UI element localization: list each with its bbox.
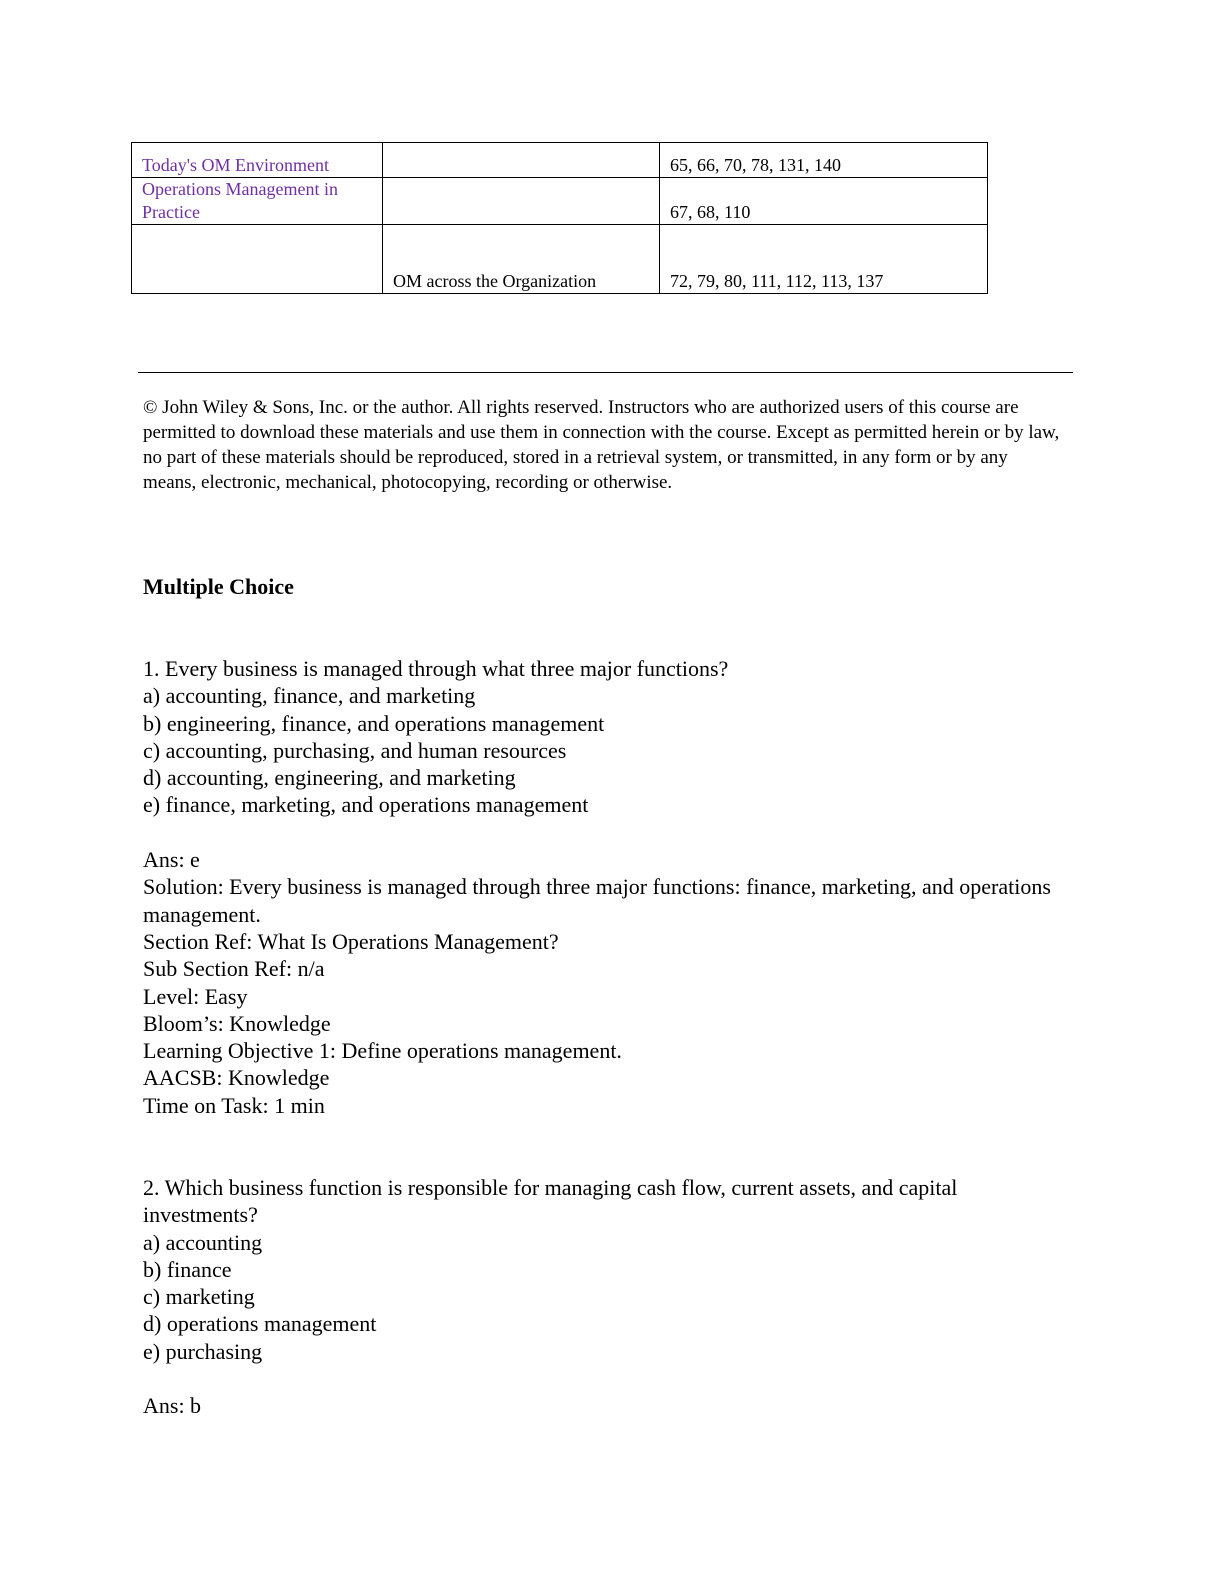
question-text: 2. Which business function is responsible for managing cash flow, current assets, and capital investments? — [143, 1175, 958, 1228]
table-cell-questions: 72, 79, 80, 111, 112, 113, 137 — [660, 225, 988, 294]
answer-key: Ans: b — [143, 1393, 202, 1419]
table-cell-subtopic — [383, 143, 660, 178]
answer-key: Ans: e — [143, 847, 200, 873]
answer-option: e) finance, marketing, and operations management — [143, 792, 589, 818]
answer-option: c) accounting, purchasing, and human resources — [143, 737, 567, 763]
answer-option: b) finance — [143, 1256, 232, 1282]
section-ref: Section Ref: What Is Operations Management? — [143, 928, 559, 954]
question-2 — [143, 1174, 1063, 1420]
question-1 — [143, 655, 1063, 1119]
time-on-task: Time on Task: 1 min — [143, 1092, 325, 1118]
horizontal-divider — [138, 372, 1073, 373]
copyright-notice: © John Wiley & Sons, Inc. or the author. All rights reserved. Instructors who are authorized users of this course are permitted to download these materials and use them in connection with the course. Except as permitted herein or by law, no part of these materials should be reproduced, stored in a retrieval system, or transmitted, in any form or by any means, electronic, mechanical, photocopying, recording or otherwise. — [143, 397, 1060, 493]
blooms-level: Bloom’s: Knowledge — [143, 1010, 331, 1036]
answer-option: c) marketing — [143, 1284, 255, 1310]
answer-option: e) purchasing — [143, 1338, 263, 1364]
answer-option: a) accounting — [143, 1229, 263, 1255]
difficulty-level: Level: Easy — [143, 983, 248, 1009]
reference-table — [131, 142, 988, 294]
table-cell-subtopic — [383, 178, 660, 225]
table-cell-topic: Today's OM Environment — [132, 143, 383, 178]
section-title: Multiple Choice — [143, 574, 294, 599]
learning-objective: Learning Objective 1: Define operations management. — [143, 1038, 622, 1064]
answer-option: a) accounting, finance, and marketing — [143, 683, 476, 709]
table-row — [132, 143, 988, 178]
sub-section-ref: Sub Section Ref: n/a — [143, 956, 325, 982]
table-cell-topic — [132, 225, 383, 294]
answer-option: d) operations management — [143, 1311, 377, 1337]
table-row — [132, 178, 988, 225]
aacsb-tag: AACSB: Knowledge — [143, 1065, 330, 1091]
question-text: 1. Every business is managed through what three major functions? — [143, 656, 729, 681]
table-cell-subtopic: OM across the Organization — [383, 225, 660, 294]
table-cell-questions: 67, 68, 110 — [660, 178, 988, 225]
table-row — [132, 225, 988, 294]
table-cell-topic: Operations Management in Practice — [132, 178, 383, 225]
answer-option: d) accounting, engineering, and marketing — [143, 765, 516, 791]
table-cell-questions: 65, 66, 70, 78, 131, 140 — [660, 143, 988, 178]
answer-option: b) engineering, finance, and operations management — [143, 710, 605, 736]
solution-text: Solution: Every business is managed through three major functions: finance, marketing, and operations management. — [143, 874, 1051, 927]
